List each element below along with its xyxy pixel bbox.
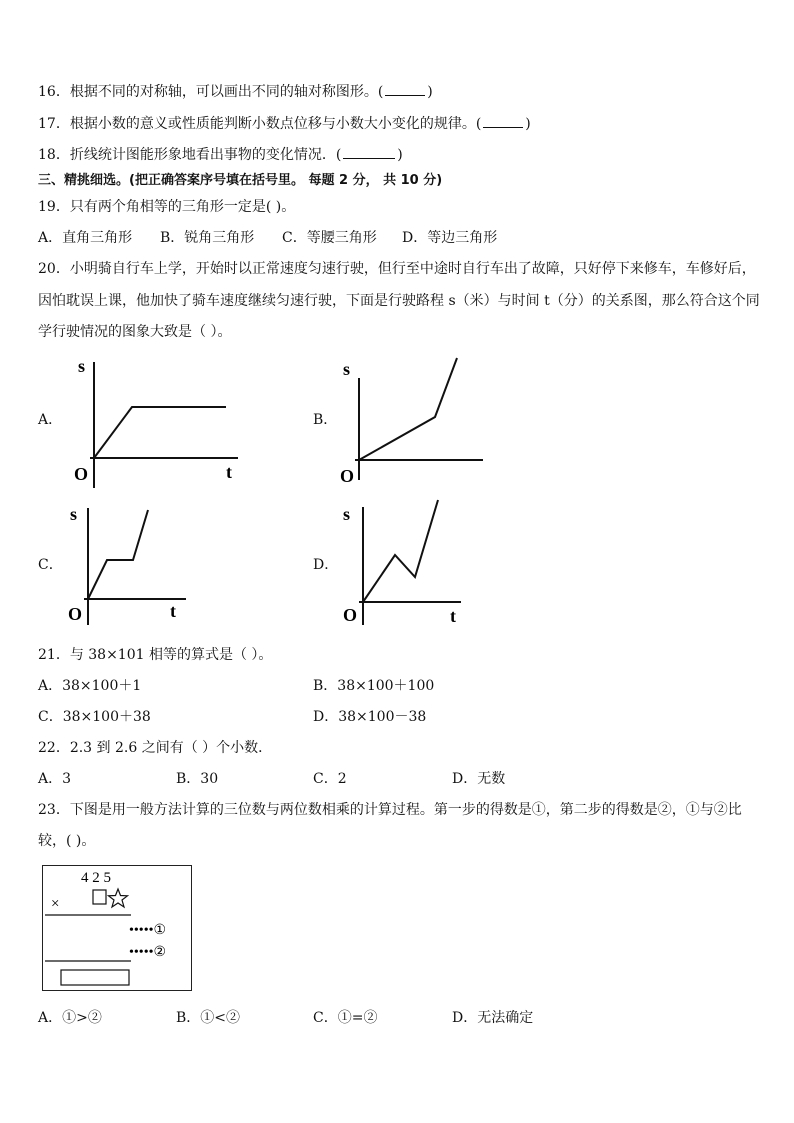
t-label: t xyxy=(226,462,232,482)
answer-blank[interactable] xyxy=(385,83,425,96)
top-number: 4 2 5 xyxy=(81,870,111,886)
graph-c-label[interactable]: C． xyxy=(38,557,63,573)
q21-option-c[interactable]: C．38×100＋38 xyxy=(38,709,151,725)
item-number: 18． xyxy=(38,147,70,163)
q20-line1: 20．小明骑自行车上学，开始时以正常速度匀速行驶，但行至中途时自行车出了故障，只好停下来修车，车修好后， xyxy=(38,261,756,277)
q22-stem: 22．2.3 到 2.6 之间有（ ）个小数． xyxy=(38,740,273,756)
graph-a xyxy=(60,350,260,490)
q23-line1: 23．下图是用一般方法计算的三位数与两位数相乘的计算过程。第一步的得数是①，第二步的得数是②，①与②比 xyxy=(38,802,742,818)
q23-option-b[interactable]: B．①<② xyxy=(176,1010,241,1026)
s-label: s xyxy=(343,504,351,524)
paren-close: ) xyxy=(525,116,531,132)
graph-c xyxy=(60,500,200,625)
origin-label: O xyxy=(68,604,83,624)
graph-b xyxy=(335,350,495,490)
graph-d xyxy=(335,495,475,625)
square-icon xyxy=(93,890,106,904)
origin-label: O xyxy=(343,605,358,625)
item-text: 根据小数的意义或性质能判断小数点位移与小数大小变化的规律。( xyxy=(69,116,482,132)
q21-option-d[interactable]: D．38×100－38 xyxy=(313,709,427,725)
result-box xyxy=(61,970,129,985)
q22-option-b[interactable]: B．30 xyxy=(176,771,219,787)
q21-option-b[interactable]: B．38×100＋100 xyxy=(313,678,435,694)
t-label: t xyxy=(450,606,456,625)
q22-option-c[interactable]: C．2 xyxy=(313,771,347,787)
graph-d-label[interactable]: D． xyxy=(313,557,339,573)
step-one-marker: •••••① xyxy=(129,923,167,938)
origin-label: O xyxy=(74,464,89,484)
q23-line2: 较，( )。 xyxy=(38,833,96,849)
tf-item-18 xyxy=(38,146,403,164)
s-label: s xyxy=(70,504,78,524)
multiplication-figure xyxy=(42,865,192,991)
q20-line2: 因怕耽误上课，他加快了骑车速度继续匀速行驶，下面是行驶路程 s（米）与时间 t（分）的关系图，那么符合这个同 xyxy=(38,293,760,309)
q19-option-a[interactable]: A．直角三角形 xyxy=(38,230,133,246)
t-label: t xyxy=(170,601,176,621)
graph-line xyxy=(94,407,226,458)
q19-option-c[interactable]: C．等腰三角形 xyxy=(282,230,377,246)
item-text: 根据不同的对称轴，可以画出不同的轴对称图形。( xyxy=(69,84,384,100)
q22-option-a[interactable]: A．3 xyxy=(38,771,72,787)
star-icon xyxy=(109,889,128,907)
q19-option-b[interactable]: B．锐角三角形 xyxy=(160,230,255,246)
times-sign: × xyxy=(51,896,60,912)
q19-stem: 19．只有两个角相等的三角形一定是( )。 xyxy=(38,199,296,215)
graph-line xyxy=(88,510,148,599)
q20-line3: 学行驶情况的图象大致是（ ）。 xyxy=(38,324,232,340)
paren-close: ) xyxy=(397,147,403,163)
q23-option-a[interactable]: A．①>② xyxy=(38,1010,102,1026)
q23-option-d[interactable]: D．无法确定 xyxy=(452,1010,534,1026)
multiplication-figure-svg xyxy=(43,866,191,990)
item-number: 17． xyxy=(38,116,70,132)
item-text: 折线统计图能形象地看出事物的变化情况．( xyxy=(69,147,342,163)
graph-line xyxy=(363,500,438,602)
answer-blank[interactable] xyxy=(483,115,523,128)
graph-a-label[interactable]: A． xyxy=(38,412,63,428)
origin-label: O xyxy=(340,466,355,486)
step-two-marker: •••••② xyxy=(129,945,167,960)
tf-item-17 xyxy=(38,115,531,133)
paren-close: ) xyxy=(427,84,433,100)
q22-option-d[interactable]: D．无数 xyxy=(452,771,506,787)
q19-option-d[interactable]: D．等边三角形 xyxy=(402,230,498,246)
section-heading: 三、精挑细选。(把正确答案序号填在括号里。 每题 2 分， 共 10 分) xyxy=(38,173,443,188)
answer-blank[interactable] xyxy=(343,146,395,159)
q21-option-a[interactable]: A．38×100＋1 xyxy=(38,678,142,694)
q23-option-c[interactable]: C．①=② xyxy=(313,1010,378,1026)
graph-line xyxy=(359,358,457,460)
s-label: s xyxy=(78,356,86,376)
tf-item-16 xyxy=(38,83,433,101)
q21-stem: 21．与 38×101 相等的算式是（ ）。 xyxy=(38,647,273,663)
item-number: 16． xyxy=(38,84,70,100)
graph-b-label[interactable]: B． xyxy=(313,412,338,428)
s-label: s xyxy=(343,359,351,379)
